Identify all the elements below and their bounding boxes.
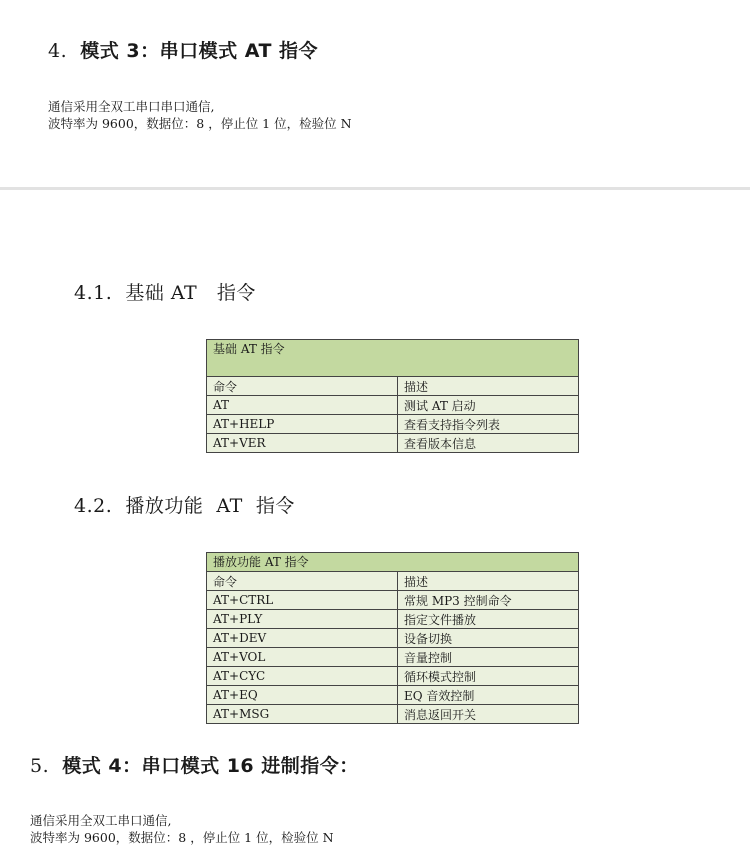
command-cell: AT+MSG [207, 705, 398, 724]
basic-at-table [206, 339, 579, 453]
table-row [207, 591, 579, 610]
table-header-row [207, 572, 579, 591]
section-4-title: 模式 3：串口模式 AT 指令 [80, 40, 319, 62]
table-row [207, 629, 579, 648]
section-5-heading [30, 751, 359, 778]
command-cell: AT [207, 396, 398, 415]
section-4-desc-line-2: 波特率为 9600，数据位：8 ，停止位 1 位，检验位 N [48, 116, 352, 131]
command-cell: AT+EQ [207, 686, 398, 705]
table-row [207, 415, 579, 434]
table-title-row [207, 340, 579, 377]
table-row [207, 686, 579, 705]
table-title: 播放功能 AT 指令 [207, 553, 579, 572]
section-4-desc-line-1: 通信采用全双工串口串口通信, [48, 99, 215, 114]
command-cell: AT+CTRL [207, 591, 398, 610]
description-cell: 查看支持指令列表 [398, 415, 579, 434]
section-4-2-heading: 4.2. 播放功能 AT 指令 [74, 495, 295, 517]
section-5-title: 模式 4：串口模式 16 进制指令： [62, 755, 359, 777]
section-5-number: 5. [30, 755, 50, 777]
table-row [207, 705, 579, 724]
section-5-desc-line-1: 通信采用全双工串口通信, [30, 813, 172, 828]
table-title: 基础 AT 指令 [207, 340, 579, 377]
section-4-heading [48, 36, 318, 63]
table-row [207, 396, 579, 415]
column-header-command: 命令 [207, 572, 398, 591]
description-cell: EQ 音效控制 [398, 686, 579, 705]
command-cell: AT+CYC [207, 667, 398, 686]
command-cell: AT+PLY [207, 610, 398, 629]
table-row [207, 610, 579, 629]
command-cell: AT+VER [207, 434, 398, 453]
table-title-row [207, 553, 579, 572]
column-header-description: 描述 [398, 572, 579, 591]
description-cell: 消息返回开关 [398, 705, 579, 724]
table-row [207, 667, 579, 686]
column-header-description: 描述 [398, 377, 579, 396]
table-row [207, 434, 579, 453]
section-4-number: 4. [48, 40, 68, 62]
description-cell: 设备切换 [398, 629, 579, 648]
section-5-description [30, 812, 334, 846]
description-cell: 循环模式控制 [398, 667, 579, 686]
section-4-1-heading: 4.1. 基础 AT 指令 [74, 282, 256, 304]
table-row [207, 648, 579, 667]
command-cell: AT+VOL [207, 648, 398, 667]
section-5-desc-line-2: 波特率为 9600，数据位：8 ，停止位 1 位，检验位 N [30, 830, 334, 845]
command-cell: AT+DEV [207, 629, 398, 648]
playback-at-table [206, 552, 579, 724]
description-cell: 音量控制 [398, 648, 579, 667]
section-4-description [48, 98, 352, 132]
description-cell: 查看版本信息 [398, 434, 579, 453]
table-header-row [207, 377, 579, 396]
description-cell: 指定文件播放 [398, 610, 579, 629]
command-cell: AT+HELP [207, 415, 398, 434]
description-cell: 测试 AT 启动 [398, 396, 579, 415]
page-divider [0, 187, 750, 190]
column-header-command: 命令 [207, 377, 398, 396]
description-cell: 常规 MP3 控制命令 [398, 591, 579, 610]
